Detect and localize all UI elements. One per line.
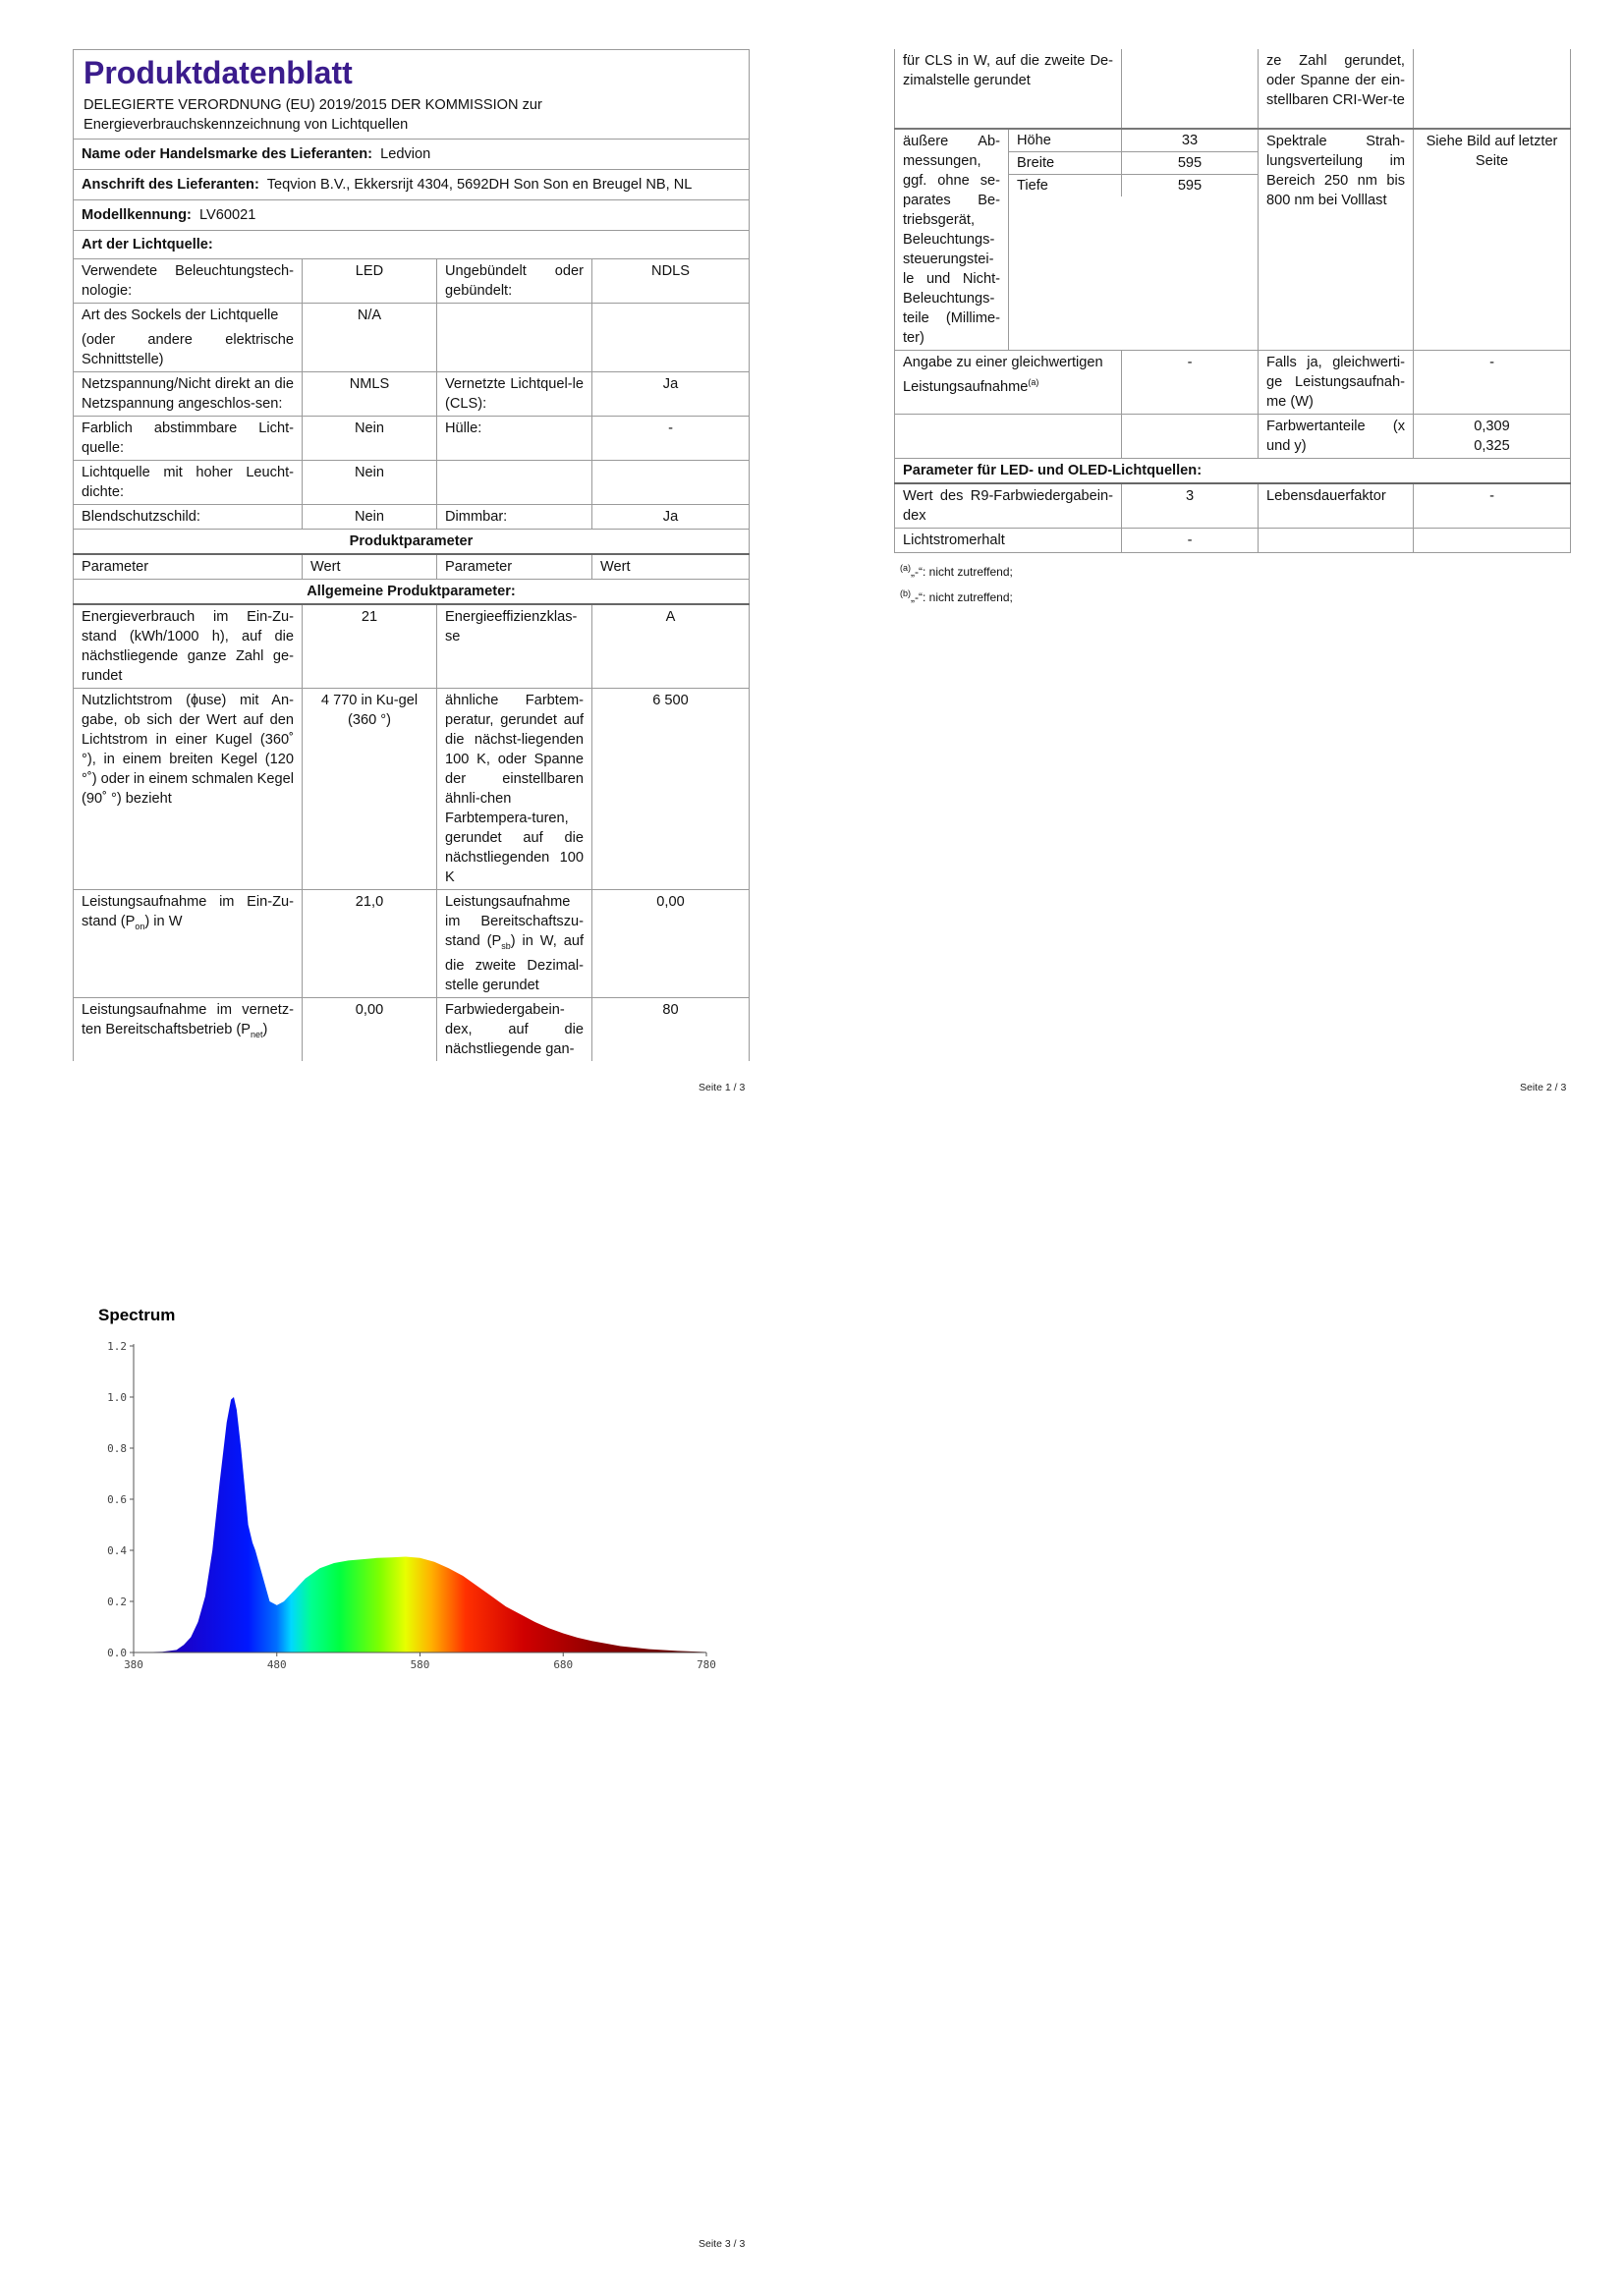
supplier-name-label: Name oder Handelsmarke des Lieferanten: [82,146,373,162]
depth-label: Tiefe [1009,175,1122,197]
tech-value: LED [303,259,437,304]
x-tick-label: 480 [266,1658,287,1671]
glare-label: Blendschutzschild: [74,505,303,530]
socket-value: N/A [303,304,437,372]
power-standby-value: 0,00 [592,890,750,998]
supplier-address-label: Anschrift des Lieferanten: [82,177,259,193]
glare-value: Nein [303,505,437,530]
high-luminance-label: Lichtquelle mit hoher Leucht-dichte: [74,461,303,505]
header-parameter: Parameter [437,554,592,580]
x-tick-label: 380 [124,1658,143,1671]
empty-cell [437,304,592,372]
footnote-b: $^{(b)}$„-“: nicht zutreffend; [900,588,1013,604]
header-value: Wert [303,554,437,580]
dimensions-label: äußere Ab-messungen, ggf. ohne se-parates Be-triebsgerät, Beleuchtungs-steuerungstei-le und Nicht-Beleuchtungs-teile (Millime-ter) [895,129,1009,351]
tunable-label: Farblich abstimmbare Licht-quelle: [74,417,303,461]
envelope-label: Hülle: [437,417,592,461]
equivalent-power-label: Angabe zu einer gleichwertigen Leistungsaufnahme$^{(a)}$ [895,351,1122,415]
chromaticity-value [1414,415,1571,459]
spectral-distribution-value: Siehe Bild auf letzter Seite [1414,129,1571,351]
y-tick-label: 1.2 [107,1340,127,1353]
luminous-flux-label: Nutzlichtstrom (ɸuse) mit An-gabe, ob sich der Wert auf den Lichtstrom in einer Kugel (360˚ °), in einem breiten Kegel (120 °˚) oder in einem schmalen Kegel (90˚ °) bezieht [74,689,303,890]
product-sheet-table [73,49,750,1061]
height-label: Höhe [1009,130,1122,152]
supplier-name: Ledvion [380,146,431,162]
empty-cell [1122,49,1259,129]
page-1 [73,49,749,1061]
lumen-maintenance-label: Lichtstromerhalt [895,529,1122,553]
spectral-distribution-label: Spektrale Strah-lungsverteilung im Bereich 250 nm bis 800 nm bei Volllast [1259,129,1414,351]
cct-value: 6 500 [592,689,750,890]
bundled-value: NDLS [592,259,750,304]
chromaticity-label: Farbwertanteile (x und y) [1259,415,1414,459]
product-params-heading: Produktparameter [74,530,750,555]
cri-label: Farbwiedergabein-dex, auf die nächstliegende gan- [437,997,592,1061]
equivalent-power-watts-label: Falls ja, gleichwerti-ge Leistungsaufnah-me (W) [1259,351,1414,415]
page-title: Produktdatenblatt [84,55,353,90]
r9-label: Wert des R9-Farbwiedergabein-dex [895,483,1122,529]
socket-label-line2: (oder andere elektrische Schnittstelle) [82,332,294,367]
socket-label-line1: Art des Sockels der Lichtquelle [82,308,279,323]
chromaticity-x: 0,309 [1474,419,1510,434]
empty-cell [592,304,750,372]
power-networked-label: Leistungsaufnahme im vernetz-ten Bereitschaftsbetrieb $(P_{net})$ [74,997,303,1061]
lifetime-factor-value: - [1414,483,1571,529]
depth-value: 595 [1122,175,1259,197]
power-on-value: 21,0 [303,890,437,998]
empty-cell [1122,415,1259,459]
power-networked-value: 0,00 [303,997,437,1061]
efficiency-class-label: Energieeffizienzklas-se [437,604,592,689]
empty-cell [1259,529,1414,553]
y-tick-label: 0.6 [107,1493,127,1506]
socket-label [74,304,303,372]
high-luminance-value: Nein [303,461,437,505]
page-number-2: Seite 2 / 3 [1520,1082,1567,1093]
lumen-maintenance-value: - [1122,529,1259,553]
spectrum-area [134,1397,706,1652]
mains-label: Netzspannung/Nicht direkt an die Netzspannung angeschlos-sen: [74,372,303,417]
y-tick-label: 0.2 [107,1596,127,1608]
model-label: Modellkennung: [82,207,192,223]
height-value: 33 [1122,130,1259,152]
bundled-label: Ungebündelt oder gebündelt: [437,259,592,304]
product-sheet-table-continued [894,49,1571,553]
header-value: Wert [592,554,750,580]
spectrum-chart-svg [88,1297,737,1690]
empty-cell [895,415,1122,459]
x-tick-label: 580 [410,1658,430,1671]
cls-value: Ja [592,372,750,417]
chart-title: Spectrum [98,1306,176,1324]
general-params-heading: Allgemeine Produktparameter: [74,580,750,605]
empty-cell [437,461,592,505]
supplier-address: Teqvion B.V., Ekkersrijt 4304, 5692DH Son Son en Breugel NB, NL [266,177,693,193]
chromaticity-y: 0,325 [1474,438,1510,454]
tech-label: Verwendete Beleuchtungstech-nologie: [74,259,303,304]
power-on-label: Leistungsaufnahme im Ein-Zu-stand $(P_{on})$ in W [74,890,303,998]
cct-label: ähnliche Farbtem-peratur, gerundet auf die nächst-liegenden 100 K, oder Spanne der einstellbaren ähnli-chen Farbtempera-turen, gerundet auf die nächstliegenden 100 K [437,689,592,890]
luminous-flux-value: 4 770 in Ku-gel (360 °) [303,689,437,890]
equivalent-power-watts-value: - [1414,351,1571,415]
dimensions-table [1009,130,1258,196]
power-standby-label: Leistungsaufnahme im Bereitschaftszu-stand $(P_{sb})$ in W, auf die zweite Dezimal-stelle gerundet [437,890,592,998]
x-tick-label: 780 [697,1658,716,1671]
page-number-3: Seite 3 / 3 [699,2238,746,2250]
width-label: Breite [1009,152,1122,175]
dimmable-value: Ja [592,505,750,530]
empty-cell [1414,49,1571,129]
spectrum-chart [88,1297,737,1690]
cri-value: 80 [592,997,750,1061]
energy-consumption-value: 21 [303,604,437,689]
equivalent-power-value: - [1122,351,1259,415]
page-2 [894,49,1570,608]
y-tick-label: 0.8 [107,1442,127,1455]
width-value: 595 [1122,152,1259,175]
regulation-text: DELEGIERTE VERORDNUNG (EU) 2019/2015 DER KOMMISSION zur Energieverbrauchskennzeichnung von Lichtquellen [84,97,542,133]
empty-cell [1414,529,1571,553]
page-number-1: Seite 1 / 3 [699,1082,746,1093]
energy-consumption-label: Energieverbrauch im Ein-Zu-stand (kWh/1000 h), auf die nächstliegende ganze Zahl ge-rundet [74,604,303,689]
header-parameter: Parameter [74,554,303,580]
envelope-value: - [592,417,750,461]
led-params-heading: Parameter für LED- und OLED-Lichtquellen: [895,459,1571,484]
mains-value: NMLS [303,372,437,417]
y-tick-label: 0.0 [107,1647,127,1659]
cls-label: Vernetzte Lichtquel-le (CLS): [437,372,592,417]
cls-power-label-continued: für CLS in W, auf die zweite De-zimalstelle gerundet [895,49,1122,129]
dimmable-label: Dimmbar: [437,505,592,530]
lifetime-factor-label: Lebensdauerfaktor [1259,483,1414,529]
cri-label-continued: ze Zahl gerundet, oder Spanne der ein-stellbaren CRI-Wer-te [1259,49,1414,129]
light-source-type-heading: Art der Lichtquelle: [74,231,750,259]
efficiency-class-value: A [592,604,750,689]
tunable-value: Nein [303,417,437,461]
y-tick-label: 0.4 [107,1544,127,1557]
y-tick-label: 1.0 [107,1391,127,1404]
x-tick-label: 680 [553,1658,574,1671]
r9-value: 3 [1122,483,1259,529]
empty-cell [592,461,750,505]
model-id: LV60021 [199,207,256,223]
footnote-a: $^{(a)}$„-“: nicht zutreffend; [900,563,1013,579]
dimensions-block [1009,129,1259,351]
